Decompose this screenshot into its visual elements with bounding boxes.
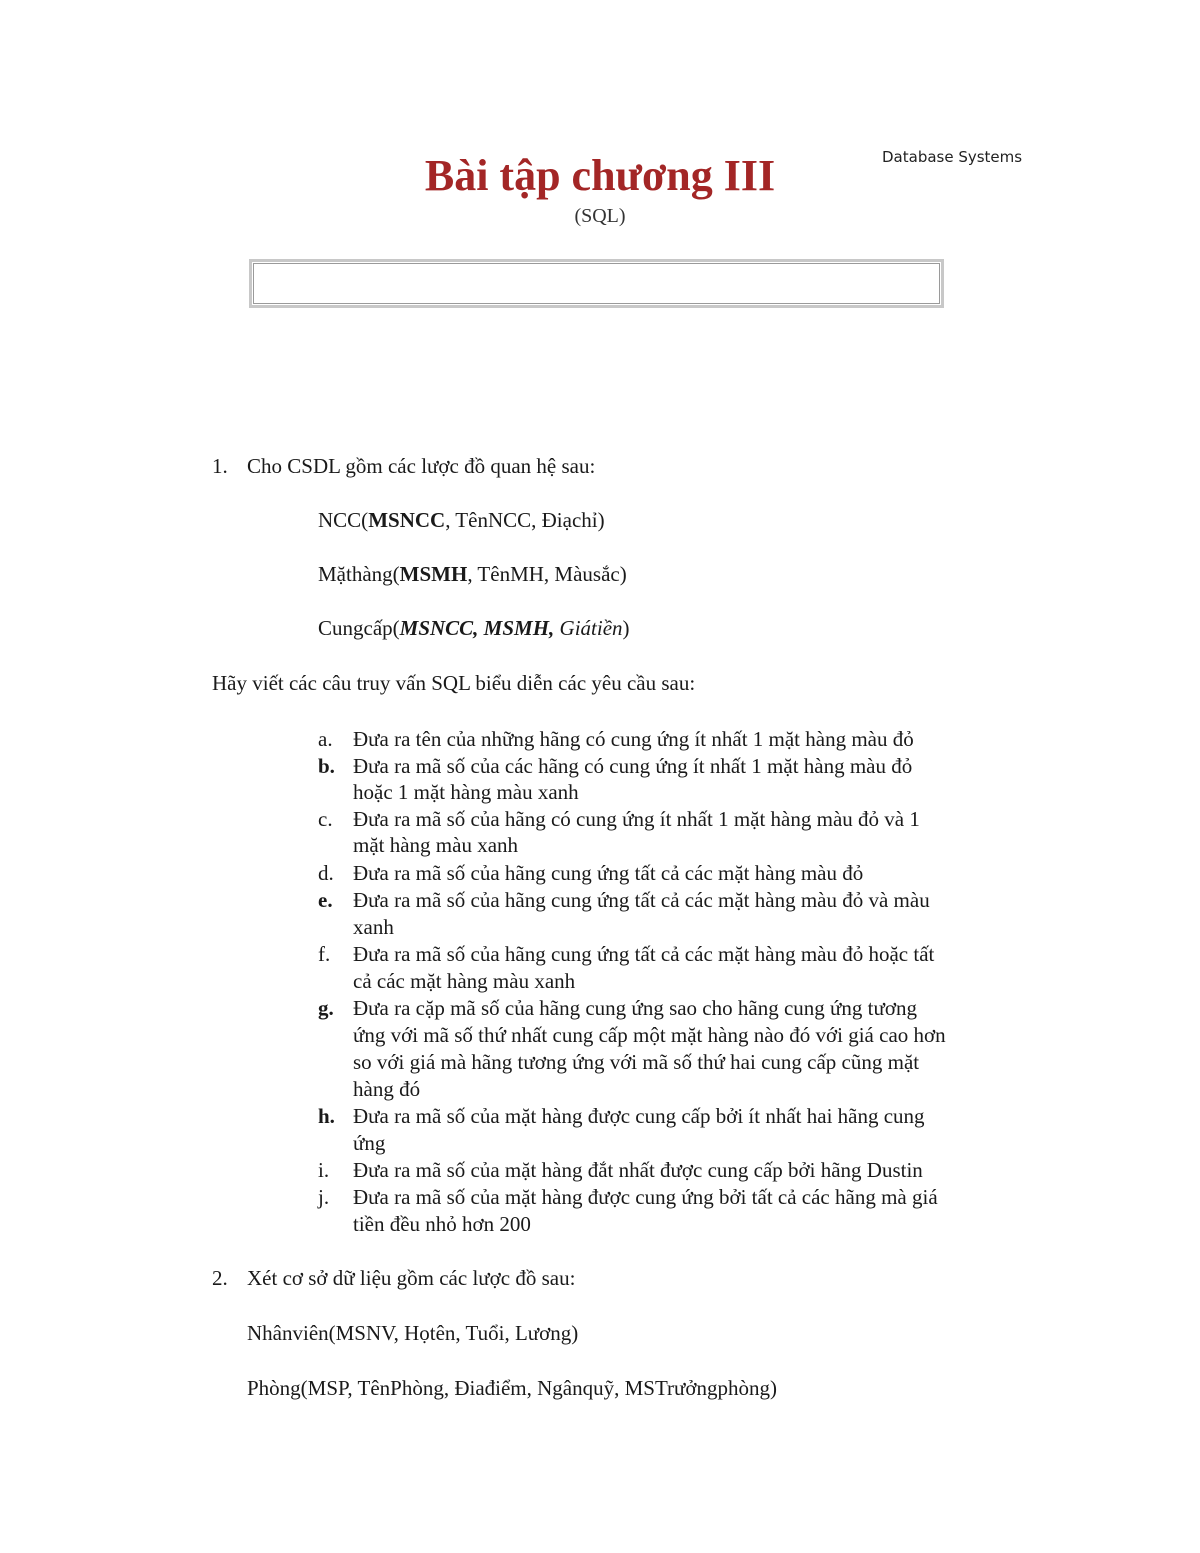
item-g-line-3: so với giá mà hãng tương ứng với mã số thứ hai cung cấp cũng mặt <box>353 1050 920 1074</box>
item-label-g: g. <box>318 996 334 1020</box>
item-g-line-4: hàng đó <box>353 1077 421 1101</box>
item-h-line-1: Đưa ra mã số của mặt hàng được cung cấp bởi ít nhất hai hãng cung <box>353 1104 925 1128</box>
item-f-line-1: Đưa ra mã số của hãng cung ứng tất cả các mặt hàng màu đỏ hoặc tất <box>353 942 935 966</box>
schema-cungcap-name: Cungcấp( <box>318 616 400 640</box>
schema-ncc-name: NCC( <box>318 508 369 532</box>
item-label-e: e. <box>318 888 333 912</box>
schema-cungcap-rest: Giátiền <box>554 616 623 640</box>
page-subtitle: (SQL) <box>574 205 626 227</box>
item-label-b: b. <box>318 754 335 778</box>
item-b-line-1: Đưa ra mã số của các hãng có cung ứng ít nhất 1 mặt hàng màu đỏ <box>353 754 913 778</box>
item-label-h: h. <box>318 1104 335 1128</box>
schema-ncc-rest: , TênNCC, Điạchỉ) <box>445 508 605 532</box>
item-c-line-2: mặt hàng màu xanh <box>353 833 519 857</box>
item-g-line-2: ứng với mã số thứ nhất cung cấp một mặt hàng nào đó với giá cao hơn <box>353 1023 946 1047</box>
question-1-prompt: Hãy viết các câu truy vấn SQL biểu diễn các yêu cầu sau: <box>212 671 696 695</box>
schema-cungcap-key: MSNCC, MSMH, <box>399 616 555 640</box>
item-j-line-1: Đưa ra mã số của mặt hàng được cung ứng bởi tất cả các hãng mà giá <box>353 1185 938 1209</box>
item-f-line-2: cả các mặt hàng màu xanh <box>353 969 576 993</box>
empty-text-box <box>249 259 944 308</box>
schema-ncc <box>318 507 605 534</box>
question-1-intro: Cho CSDL gồm các lược đồ quan hệ sau: <box>247 454 596 478</box>
schema-phong: Phòng(MSP, TênPhòng, Điađiểm, Ngânquỹ, MSTrưởngphòng) <box>247 1376 778 1400</box>
item-j-line-2: tiền đều nhỏ hơn 200 <box>353 1212 531 1236</box>
schema-mathang-rest: , TênMH, Màusắc) <box>467 562 627 586</box>
item-label-d: d. <box>318 861 334 885</box>
item-label-a: a. <box>318 727 333 751</box>
schema-cungcap-close: ) <box>622 616 630 640</box>
item-label-c: c. <box>318 807 333 831</box>
item-a-line-1: Đưa ra tên của những hãng có cung ứng ít nhất 1 mặt hàng màu đỏ <box>353 727 914 751</box>
schema-cungcap <box>318 615 630 642</box>
header-right-label: Database Systems <box>882 148 1023 166</box>
item-b-line-2: hoặc 1 mặt hàng màu xanh <box>353 780 579 804</box>
question-2-number: 2. <box>212 1266 228 1290</box>
item-h-line-2: ứng <box>353 1131 386 1155</box>
item-i-line-1: Đưa ra mã số của mặt hàng đắt nhất được cung cấp bởi hãng Dustin <box>353 1158 923 1182</box>
item-label-i: i. <box>318 1158 330 1182</box>
question-2-intro: Xét cơ sở dữ liệu gồm các lược đồ sau: <box>247 1266 576 1290</box>
schema-ncc-key: MSNCC <box>368 508 446 532</box>
schema-mathang <box>318 561 627 588</box>
item-d-line-1: Đưa ra mã số của hãng cung ứng tất cả các mặt hàng màu đỏ <box>353 861 864 885</box>
item-e-line-1: Đưa ra mã số của hãng cung ứng tất cả các mặt hàng màu đỏ và màu <box>353 888 930 912</box>
schema-nhanvien: Nhânviên(MSNV, Họtên, Tuổi, Lương) <box>247 1321 579 1345</box>
item-g-line-1: Đưa ra cặp mã số của hãng cung ứng sao cho hãng cung ứng tương <box>353 996 917 1020</box>
schema-mathang-key: MSMH <box>399 562 468 586</box>
schema-mathang-name: Mặthàng( <box>318 562 400 586</box>
item-e-line-2: xanh <box>353 915 394 939</box>
item-label-f: f. <box>318 942 331 966</box>
item-label-j: j. <box>318 1185 330 1209</box>
question-1-number: 1. <box>212 454 228 478</box>
page-title: Bài tập chương III <box>424 151 776 200</box>
item-c-line-1: Đưa ra mã số của hãng có cung ứng ít nhất 1 mặt hàng màu đỏ và 1 <box>353 807 920 831</box>
